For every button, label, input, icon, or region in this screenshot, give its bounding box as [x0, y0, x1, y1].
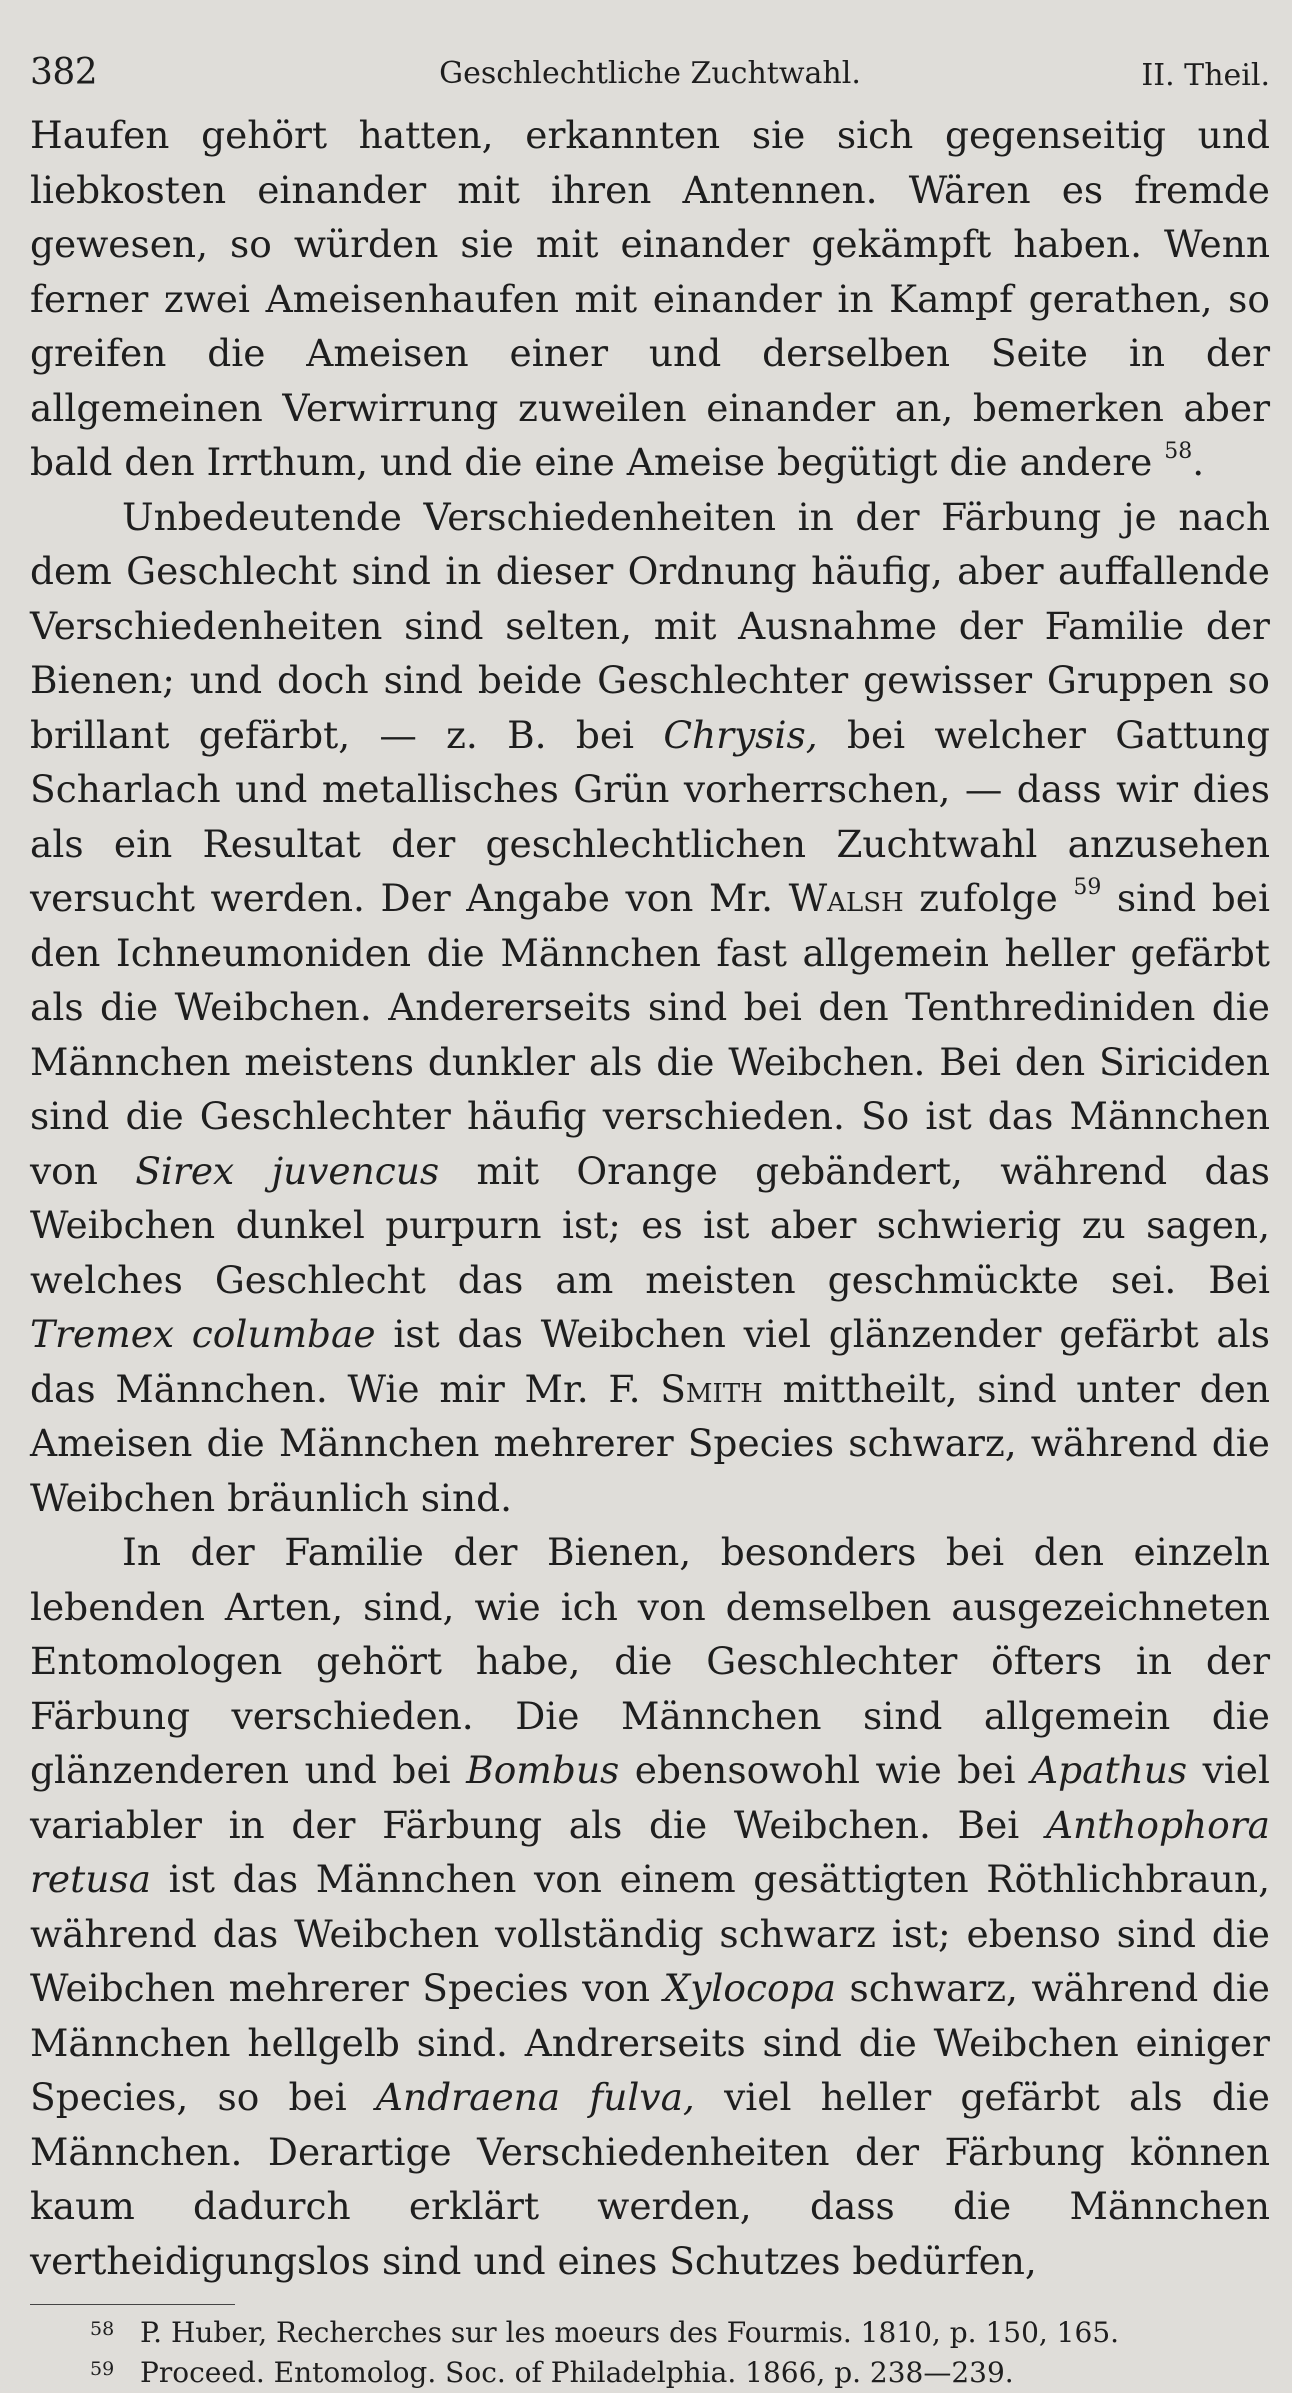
text-run: mittheilt, sind unter den Ameisen die Männchen mehrerer Species schwarz, während die Weibchen bräunlich sind.: [30, 1366, 1271, 1520]
text-run: In der Familie der Bienen, besonders bei den einzeln lebenden Arten, sind, wie ich von demselben ausgezeichneten Entomologen gehört habe, die Geschlechter öfters in der Färbung verschieden. Die Männchen sind allgemein die glänzenderen und bei: [30, 1530, 1270, 1792]
footnote-rule: [30, 2304, 235, 2305]
text-run: Unbedeutende Verschiedenheiten in der Färbung je nach dem Geschlecht sind in dieser Ordnung häufig, aber auffallende Verschiedenheiten sind selten, mit Ausnahme der Familie der Bienen; und doch sind beide Geschlechter gewisser Gruppen so brillant gefärbt, — z. B. bei: [30, 494, 1270, 757]
footnote-mark: 58: [90, 2318, 115, 2340]
footnote-text: Proceed. Entomolog. Soc. of Philadelphia. 1866, p. 238—239.: [140, 2356, 1014, 2389]
text-run: zufolge: [903, 876, 1074, 920]
text-run: viel heller gefärbt als die Männchen. Derartige Verschiedenheiten der Färbung können kaum dadurch erklärt werden, dass die Männchen vertheidigungslos sind und eines Schutzes bedürfen,: [30, 2075, 1270, 2283]
italic-term: Andraena fulva,: [375, 2075, 695, 2119]
text-run: mit Orange gebändert, während das Weibchen dunkel purpurn ist; es ist aber schwierig zu sagen, welches Geschlecht das am meisten geschmückte sei. Bei: [30, 1148, 1270, 1302]
text-run: ist das Männchen von einem gesättigten Röthlichbraun, während das Weibchen vollständig schwarz ist; ebenso sind die Weibchen mehrerer Species von: [30, 1857, 1270, 2010]
italic-term: Sirex juvencus: [135, 1148, 440, 1193]
italic-term: Apathus: [1031, 1748, 1188, 1792]
italic-term: Tremex columbae: [30, 1312, 376, 1356]
small-caps-name: Smith: [660, 1366, 763, 1411]
body-text: [30, 108, 1270, 2288]
text-run: bei welcher Gattung Scharlach und metallisches Grün vorherrschen, — dass wir dies als ein Resultat der geschlechtlichen Zuchtwahl anzusehen versucht werden. Der Angabe von Mr.: [30, 712, 1270, 920]
text-run: Haufen gehört hatten, erkannten sie sich gegenseitig und liebkosten einander mit ihren Antennen. Wären es fremde gewesen, so würden sie mit einander gekämpft haben. Wenn ferner zwei Ameisenhaufen mit einander in Kampf gerathen, so greifen die Ameisen einer und derselben Seite in der allgemeinen Verwirrung zuweilen einander an, bemerken aber bald den Irrthum, und die eine Ameise begütigt die andere: [30, 113, 1270, 484]
text-run: ist das Weibchen viel glänzender gefärbt als das Männchen. Wie mir Mr. F.: [30, 1312, 1270, 1411]
paragraph-1: [30, 108, 1270, 490]
italic-term: Anthophora retusa: [30, 1802, 1270, 1901]
footnote-reference: 59: [1073, 874, 1102, 900]
footnote-reference: 58: [1164, 438, 1193, 464]
italic-term: Chrysis,: [663, 712, 818, 757]
page-number: 382: [30, 52, 98, 93]
footnote-mark: 59: [90, 2358, 115, 2380]
footnotes: [30, 2313, 1270, 2393]
italic-term: Bombus: [466, 1748, 620, 1792]
text-run: ebensowohl wie bei: [619, 1748, 1032, 1792]
paragraph-3: [30, 1525, 1270, 2288]
small-caps-name: Walsh: [788, 876, 904, 920]
running-title: Geschlechtliche Zuchtwahl.: [439, 56, 861, 91]
text-run: schwarz, während die Männchen hellgelb sind. Andrerseits sind die Weibchen einiger Species, so bei: [30, 1966, 1271, 2119]
footnote-58: [30, 2313, 1270, 2353]
text-run: viel variabler in der Färbung als die Weibchen. Bei: [30, 1748, 1270, 1847]
page-header: [30, 50, 1270, 106]
text-run: .: [1192, 440, 1205, 484]
part-label: II. Theil.: [1141, 58, 1270, 93]
paragraph-2: [30, 490, 1270, 1526]
text-run: sind bei den Ichneumoniden die Männchen fast allgemein heller gefärbt als die Weibchen. Andererseits sind bei den Tenthrediniden die Männchen meistens dunkler als die Weibchen. Bei den Siriciden sind die Geschlechter häufig verschieden. So ist das Männchen von: [30, 876, 1270, 1193]
footnote-text: P. Huber, Recherches sur les moeurs des Fourmis. 1810, p. 150, 165.: [140, 2316, 1120, 2349]
italic-term: Xylocopa: [663, 1966, 836, 2010]
footnote-59: [30, 2353, 1270, 2393]
